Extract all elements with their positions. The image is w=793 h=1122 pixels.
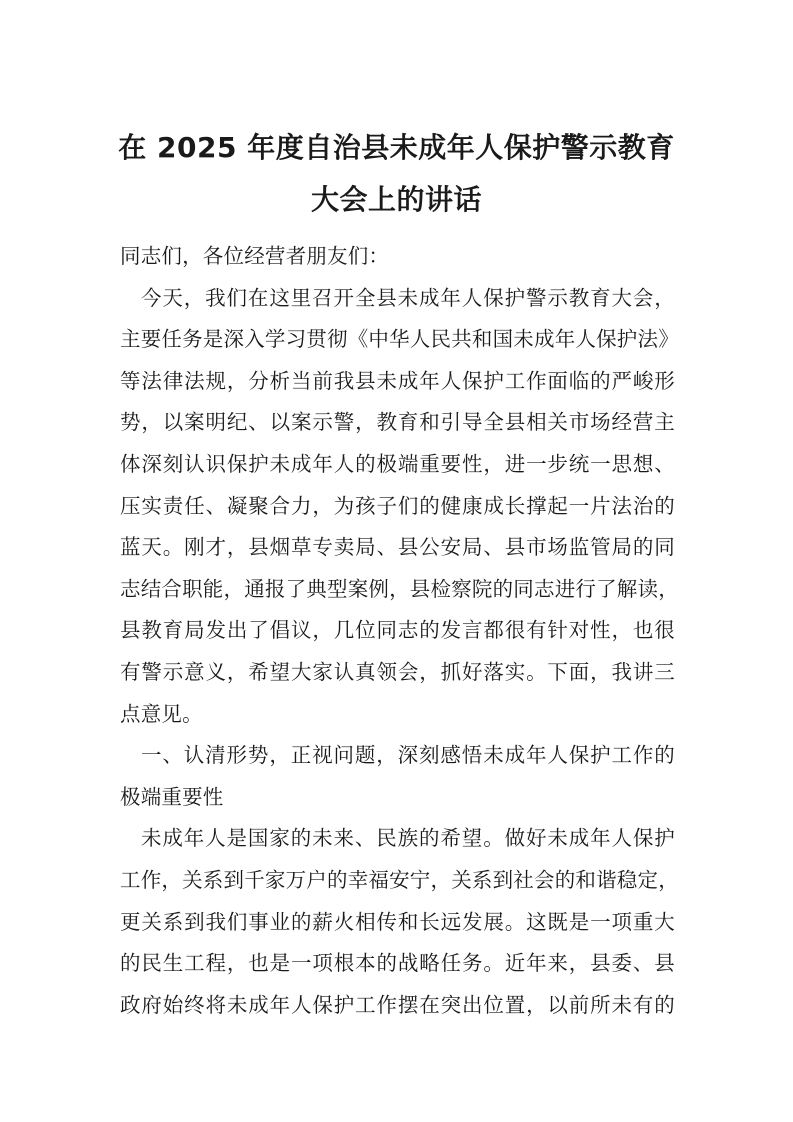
text-line: 县教育局发出了倡议，几位同志的发言都很有针对性，也很 — [120, 618, 675, 643]
text-line: 体深刻认识保护未成年人的极端重要性，进一步统一思想、 — [120, 451, 675, 476]
text-line: 点意见。 — [120, 701, 203, 726]
document-title — [100, 122, 693, 226]
text-line: 主要任务是深入学习贯彻《中华人民共和国未成年人保护法》 — [120, 327, 679, 352]
text-line: 志结合职能，通报了典型案例，县检察院的同志进行了解读， — [120, 576, 679, 601]
text-line: 势，以案明纪、以案示警，教育和引导全县相关市场经营主 — [120, 410, 675, 435]
text-line: 更关系到我们事业的薪火相传和长远发展。这既是一项重大 — [120, 909, 675, 934]
text-line: 蓝天。刚才，县烟草专卖局、县公安局、县市场监管局的同 — [120, 535, 675, 560]
text-line: 的民生工程，也是一项根本的战略任务。近年来，县委、县 — [120, 951, 675, 976]
text-line: 同志们，各位经营者朋友们： — [120, 244, 390, 268]
title-line-1: 在 2025 年度自治县未成年人保护警示教育 — [118, 131, 675, 164]
title-line-2: 大会上的讲话 — [310, 183, 482, 216]
text-line: 未成年人是国家的未来、民族的希望。做好未成年人保护 — [141, 826, 675, 851]
text-line: 政府始终将未成年人保护工作摆在突出位置，以前所未有的 — [120, 992, 675, 1017]
text-line: 极端重要性 — [120, 784, 224, 809]
text-line: 等法律法规，分析当前我县未成年人保护工作面临的严峻形 — [120, 368, 675, 393]
text-line: 今天，我们在这里召开全县未成年人保护警示教育大会， — [141, 285, 675, 310]
document-body — [120, 236, 679, 1026]
text-line: 有警示意义，希望大家认真领会，抓好落实。下面，我讲三 — [120, 659, 675, 684]
text-line: 压实责任、凝聚合力，为孩子们的健康成长撑起一片法治的 — [120, 493, 675, 518]
text-line: 一、认清形势，正视问题，深刻感悟未成年人保护工作的 — [141, 743, 675, 768]
text-line: 工作，关系到千家万户的幸福安宁，关系到社会的和谐稳定， — [120, 867, 679, 892]
